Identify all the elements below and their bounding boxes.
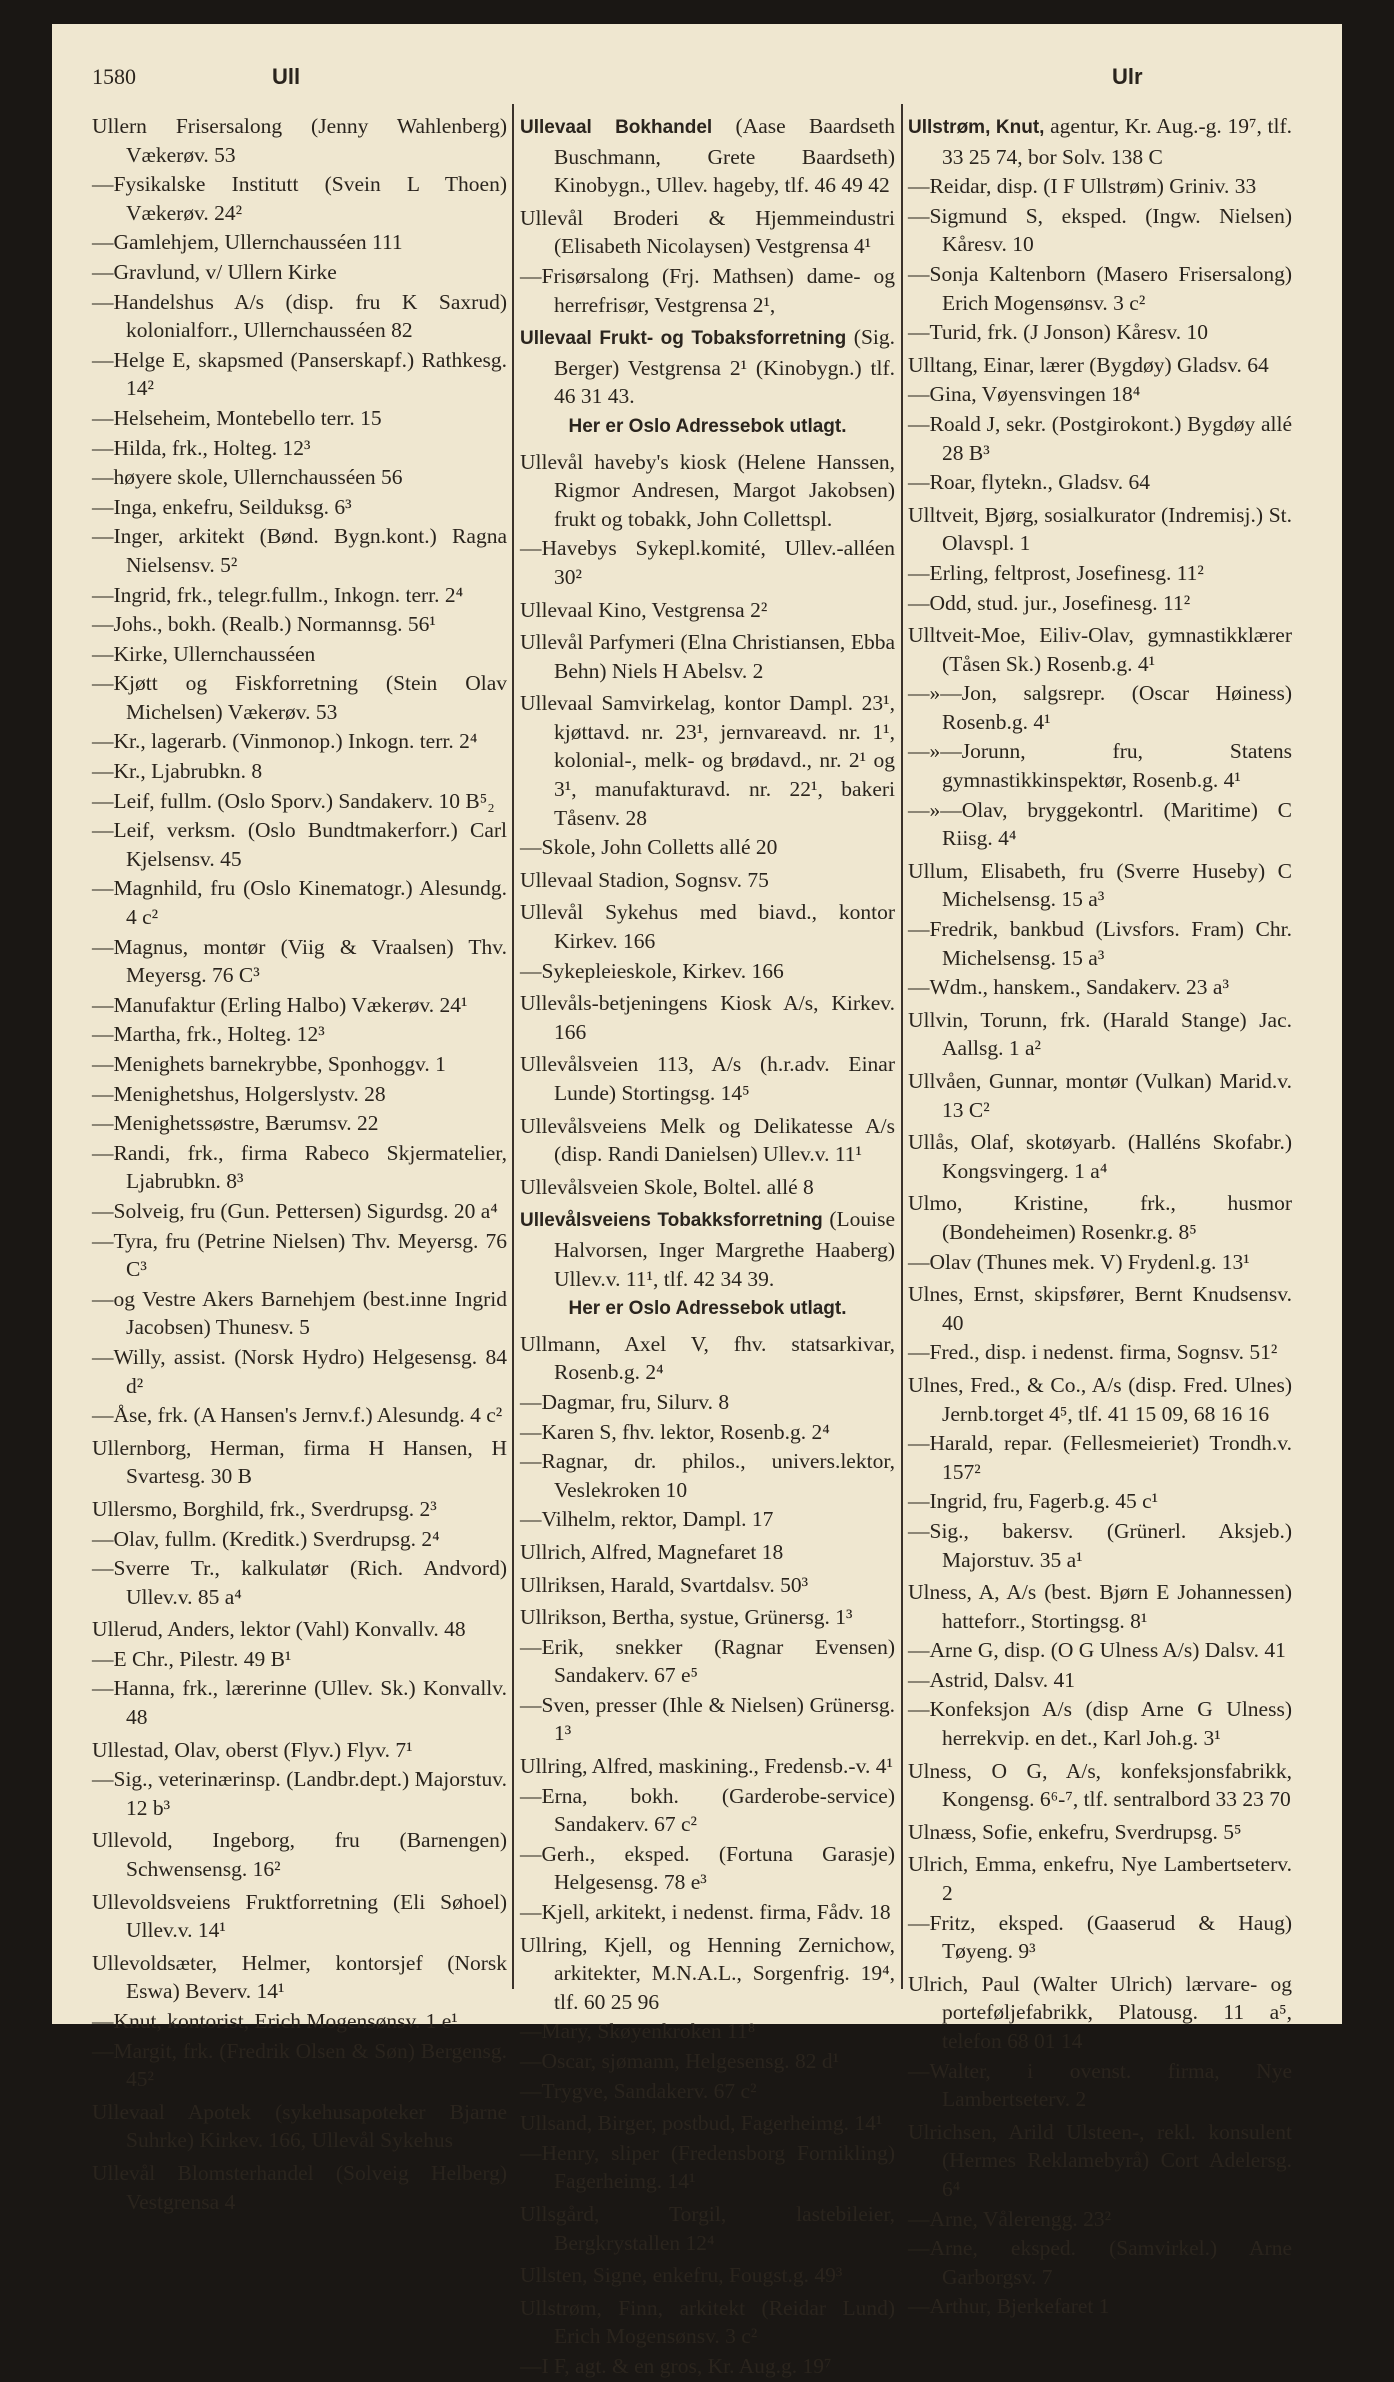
- column-divider: [901, 104, 903, 1989]
- directory-entry: —Astrid, Dalsv. 41: [908, 1667, 1076, 1692]
- directory-entry-bold: [520, 112, 895, 200]
- directory-entry: Ulltang, Einar, lærer (Bygdøy) Gladsv. 64: [908, 352, 1269, 377]
- directory-entry: —Manufaktur (Erling Halbo) Vækerøv. 24¹: [92, 992, 468, 1017]
- directory-entry: —Arne, Vålerengg. 23²: [908, 2206, 1112, 2231]
- directory-entry: —Sigmund S, eksped. (Ingw. Nielsen) Kåresv. 10: [908, 203, 1292, 257]
- directory-entry: —Sig., veterinærinsp. (Landbr.dept.) Majorstuv. 12 b³: [92, 1767, 507, 1820]
- directory-entry: Ullmann, Axel V, fhv. statsarkivar, Rosenb.g. 2⁴: [520, 1331, 895, 1385]
- directory-entry: Ulnes, Fred., & Co., A/s (disp. Fred. Ulnes) Jernb.torget 4⁵, tlf. 41 15 09, 68 16 16: [908, 1372, 1292, 1426]
- directory-entry: —høyere skole, Ullernchausséen 56: [92, 465, 403, 490]
- directory-entry: Ullevoldsæter, Helmer, kontorsjef (Norsk Eswa) Beverv. 14¹: [92, 1950, 507, 2004]
- directory-entry: Ullestad, Olav, oberst (Flyv.) Flyv. 7¹: [92, 1737, 413, 1762]
- directory-entry: —Kjell, arkitekt, i nedenst. firma, Fådv. 18: [520, 1900, 891, 1925]
- directory-entry: —Erling, feltprost, Josefinesg. 11²: [908, 560, 1204, 585]
- directory-entry: —Fred., disp. i nedenst. firma, Sognsv. 51²: [908, 1340, 1278, 1365]
- directory-entry: —Sverre Tr., kalkulatør (Rich. Andvord) Ullev.v. 85 a⁴: [92, 1556, 507, 1609]
- directory-entry: —Havebys Sykepl.komité, Ullev.-alléen 30²: [520, 536, 895, 589]
- directory-entry: Ulnæss, Sofie, enkefru, Sverdrupsg. 5⁵: [908, 1819, 1242, 1844]
- directory-entry: —Kr., Ljabrubkn. 8: [92, 759, 263, 784]
- directory-entry: Ullevål Blomsterhandel (Solveig Helberg) Vestgrensa 4: [92, 2160, 507, 2214]
- directory-entry: —Magnhild, fru (Oslo Kinematogr.) Alesundg. 4 c²: [92, 876, 507, 930]
- directory-entry: —Ingrid, frk., telegr.fullm., Inkogn. terr. 2⁴: [92, 582, 464, 607]
- advert-note: Her er Oslo Adressebok utlagt.: [568, 415, 847, 437]
- advert-note: Her er Oslo Adressebok utlagt.: [568, 1298, 847, 1320]
- directory-entry: —Gerh., eksped. (Fortuna Garasje) Helgesensg. 78 e³: [520, 1841, 895, 1895]
- entry-text: (Sig. Berger) Vestgrensa 2¹ (Kinobygn.) tlf. 46 31 43.: [554, 325, 895, 409]
- directory-entry: —Trygve, Sandakerv. 67 c²: [520, 2078, 757, 2103]
- directory-entry: —Fredrik, bankbud (Livsfors. Fram) Chr. Michelsensg. 15 a³: [908, 917, 1292, 970]
- directory-entry: —Solveig, fru (Gun. Pettersen) Sigurdsg. 20 a⁴: [92, 1198, 498, 1223]
- directory-entry: —Frisørsalong (Frj. Mathsen) dame- og herrefrisør, Vestgrensa 2¹,: [520, 263, 895, 317]
- directory-entry: Ullevålsveiens Melk og Delikatesse A/s (disp. Randi Danielsen) Ullev.v. 11¹: [520, 1113, 895, 1167]
- directory-entry: Ullsten, Signe, enkefru, Fougst.g. 49³: [520, 2263, 843, 2288]
- directory-entry: Ulmo, Kristine, frk., husmor (Bondeheimen) Rosenkr.g. 8⁵: [908, 1191, 1292, 1244]
- column-divider: [512, 104, 514, 1989]
- directory-entry: —Mary, Skøyenkroken 11⁸: [520, 2019, 756, 2044]
- directory-entry: —Johs., bokh. (Realb.) Normannsg. 56¹: [92, 612, 436, 637]
- directory-entry: Ullvin, Torunn, frk. (Harald Stange) Jac. Aallsg. 1 a²: [908, 1007, 1292, 1061]
- directory-entry: Ullring, Alfred, maskining., Fredensb.-v. 4¹: [520, 1754, 893, 1779]
- directory-entry: —Turid, frk. (J Jonson) Kåresv. 10: [908, 320, 1208, 345]
- directory-entry: —Odd, stud. jur., Josefinesg. 11²: [908, 590, 1191, 615]
- directory-entry: Ullsgård, Torgil, lastebileier, Bergkrystallen 12⁴: [520, 2201, 895, 2255]
- directory-entry: —Erik, snekker (Ragnar Evensen) Sandakerv. 67 e⁵: [520, 1634, 895, 1688]
- directory-entry: Ullring, Kjell, og Henning Zernichow, arkitekter, M.N.A.L., Sorgenfrig. 19⁴, tlf. 60 25 96: [520, 1932, 895, 2014]
- directory-entry: Ullrikson, Bertha, systue, Grünersg. 1³: [520, 1605, 853, 1630]
- directory-entry: —Kirke, Ullernchausséen: [92, 641, 316, 666]
- directory-entry: —Martha, frk., Holteg. 12³: [92, 1022, 325, 1047]
- directory-entry: Ullevaal Stadion, Sognsv. 75: [520, 867, 769, 892]
- directory-entry: —Skole, John Colletts allé 20: [520, 835, 778, 860]
- directory-entry: Ullevål Sykehus med biavd., kontor Kirkev. 166: [520, 900, 895, 954]
- directory-entry-bold: [520, 323, 895, 411]
- directory-entry: —Helseheim, Montebello terr. 15: [92, 405, 382, 430]
- directory-entry: —Menighets barnekrybbe, Sponhoggv. 1: [92, 1052, 446, 1076]
- directory-entry: —Kjøtt og Fiskforretning (Stein Olav Michelsen) Vækerøv. 53: [92, 671, 507, 724]
- entry-text: agentur, Kr. Aug.-g. 19⁷, tlf. 33 25 74, bor Solv. 138 C: [942, 114, 1292, 169]
- directory-entry: Ullevaal Kino, Vestgrensa 2²: [520, 597, 768, 622]
- directory-entry: Ullevåls-betjeningens Kiosk A/s, Kirkev. 166: [520, 991, 895, 1044]
- directory-entry: Ullevål haveby's kiosk (Helene Hanssen, Rigmor Andresen, Margot Jakobsen) frukt og tobakk, John Collettspl.: [520, 449, 895, 531]
- directory-entry: —og Vestre Akers Barnehjem (best.inne Ingrid Jacobsen) Thunesv. 5: [92, 1286, 507, 1340]
- directory-entry: —Arthur, Bjerkefaret 1: [908, 2294, 1110, 2319]
- directory-entry: —Fysikalske Institutt (Svein L Thoen) Vækerøv. 24²: [92, 172, 507, 225]
- directory-entry: —Oscar, sjømann, Helgesensg. 82 d¹: [520, 2049, 840, 2073]
- directory-entry: —Inger, arkitekt (Bønd. Bygn.kont.) Ragna Nielsensv. 5²: [92, 524, 507, 577]
- entry-bold-name: Ullstrøm, Knut,: [908, 117, 1045, 138]
- directory-entry: —Erna, bokh. (Garderobe-service) Sandakerv. 67 c²: [520, 1783, 895, 1837]
- directory-entry: —Harald, repar. (Fellesmeieriet) Trondh.v. 157²: [908, 1431, 1292, 1484]
- directory-entry: Ullriksen, Harald, Svartdalsv. 50³: [520, 1572, 809, 1597]
- column-3: [908, 108, 1292, 2322]
- left-guide-word: Ull: [272, 64, 301, 89]
- directory-entry: Ullevålsveien 113, A/s (h.r.adv. Einar Lunde) Stortingsg. 14⁵: [520, 1052, 895, 1105]
- directory-entry: —Leif, fullm. (Oslo Sporv.) Sandakerv. 10 B⁵₂: [92, 788, 495, 813]
- directory-entry: Ullerud, Anders, lektor (Vahl) Konvallv. 48: [92, 1617, 466, 1642]
- directory-entry: Ullevold, Ingeborg, fru (Barnengen) Schwensensg. 16²: [92, 1828, 507, 1882]
- directory-entry-bold: [908, 112, 1292, 171]
- directory-entry: —Gina, Vøyensvingen 18⁴: [908, 382, 1141, 407]
- directory-entry: Ullstrøm, Finn, arkitekt (Reidar Lund) Erich Mogensønsv. 3 c²: [520, 2295, 895, 2349]
- directory-entry: —Gamlehjem, Ullernchausséen 111: [92, 230, 403, 255]
- right-guide-word: Ulr: [1112, 64, 1143, 89]
- directory-entry: —Tyra, fru (Petrine Nielsen) Thv. Meyersg. 76 C³: [92, 1228, 507, 1282]
- directory-entry: —Knut, kontorist, Erich Mogensønsv. 1 e¹: [92, 2009, 458, 2033]
- directory-entry: —Arne G, disp. (O G Ulness A/s) Dalsv. 41: [908, 1638, 1286, 1663]
- directory-entry: —Helge E, skapsmed (Panserskapf.) Rathkesg. 14²: [92, 347, 507, 401]
- directory-entry: Ullevoldsveiens Fruktforretning (Eli Søhoel) Ullev.v. 14¹: [92, 1889, 507, 1943]
- entry-bold-name: Ullevaal Bokhandel: [520, 117, 713, 138]
- entry-bold-name: Ullevålsveiens Tobakksforretning: [520, 1210, 823, 1232]
- directory-entry-bold: [520, 1205, 895, 1293]
- directory-entry: —Arne, eksped. (Samvirkel.) Arne Garborgsv. 7: [908, 2236, 1292, 2289]
- directory-entry: Ullrich, Alfred, Magnefaret 18: [520, 1539, 784, 1564]
- directory-entry: —»—Jorunn, fru, Statens gymnastikkinspektør, Rosenb.g. 4¹: [908, 739, 1292, 793]
- directory-entry: —Gravlund, v/ Ullern Kirke: [92, 259, 337, 284]
- directory-entry: —Leif, verksm. (Oslo Bundtmakerforr.) Carl Kjelsensv. 45: [92, 818, 507, 871]
- directory-entry: —Kr., lagerarb. (Vinmonop.) Inkogn. terr. 2⁴: [92, 729, 478, 754]
- directory-entry: —Sykepleieskole, Kirkev. 166: [520, 958, 784, 983]
- directory-entry: —Dagmar, fru, Silurv. 8: [520, 1389, 730, 1414]
- directory-entry: Ullevål Broderi & Hjemmeindustri (Elisabeth Nicolaysen) Vestgrensa 4¹: [520, 205, 895, 259]
- directory-entry: Ullevaal Samvirkelag, kontor Dampl. 23¹, kjøttavd. nr. 23¹, jernvareavd. nr. 1¹, kolonial-, melk- og brødavd., nr. 2¹ og 3¹, manufakturavd. nr. 22¹, bakeri Tåsenv. 28: [520, 691, 895, 830]
- directory-entry: —Willy, assist. (Norsk Hydro) Helgesensg. 84 d²: [92, 1344, 507, 1398]
- directory-entry: —Margit, frk. (Fredrik Olsen & Søn) Bergensg. 45²: [92, 2038, 507, 2092]
- directory-entry: —Hanna, frk., lærerinne (Ullev. Sk.) Konvallv. 48: [92, 1676, 507, 1730]
- directory-entry: Ullernborg, Herman, firma H Hansen, H Svartesg. 30 B: [92, 1435, 507, 1489]
- directory-entry: —Roar, flytekn., Gladsv. 64: [908, 470, 1150, 495]
- directory-entry: Ullevaal Apotek (sykehusapoteker Bjarne Suhrke) Kirkev. 166, Ullevål Sykehus: [92, 2099, 507, 2153]
- directory-entry: Ulltveit, Bjørg, sosialkurator (Indremisj.) St. Olavspl. 1: [908, 502, 1292, 556]
- directory-entry: —Menighetshus, Holgerslystv. 28: [92, 1081, 386, 1106]
- directory-entry: —Sig., bakersv. (Grünerl. Aksjeb.) Majorstuv. 35 a¹: [908, 1518, 1292, 1572]
- page-number: 1580: [92, 64, 136, 89]
- directory-entry: —»—Olav, bryggekontrl. (Maritime) C Riisg. 4⁴: [908, 797, 1292, 851]
- directory-entry: —Handelshus A/s (disp. fru K Saxrud) kolonialforr., Ullernchausséen 82: [92, 289, 507, 343]
- directory-entry: —Fritz, eksped. (Gaaserud & Haug) Tøyeng. 9³: [908, 1910, 1292, 1964]
- directory-entry: —Karen S, fhv. lektor, Rosenb.g. 2⁴: [520, 1419, 830, 1444]
- directory-entry: —E Chr., Pilestr. 49 B¹: [92, 1646, 292, 1671]
- directory-entry: Ullsand, Birger, postbud, Fagerheimg. 14¹: [520, 2111, 883, 2136]
- entry-text: (Louise Halvorsen, Inger Margrethe Haaberg) Ullev.v. 11¹, tlf. 42 34 39.: [554, 1207, 895, 1291]
- entry-text: (Aase Baardseth Buschmann, Grete Baardseth) Kinobygn., Ullev. hageby, tlf. 46 49 42: [554, 114, 895, 198]
- directory-entry: —Ragnar, dr. philos., univers.lektor, Veslekroken 10: [520, 1449, 895, 1502]
- directory-entry: —Vilhelm, rektor, Dampl. 17: [520, 1507, 774, 1532]
- directory-entry: Ullersmo, Borghild, frk., Sverdrupsg. 2³: [92, 1496, 437, 1521]
- directory-entry: Ulltveit-Moe, Eiliv-Olav, gymnastikklærer (Tåsen Sk.) Rosenb.g. 4¹: [908, 623, 1292, 676]
- directory-entry: —Olav, fullm. (Kreditk.) Sverdrupsg. 2⁴: [92, 1526, 440, 1551]
- directory-entry: —Sonja Kaltenborn (Masero Frisersalong) Erich Mogensønsv. 3 c²: [908, 261, 1292, 315]
- directory-entry: Ullevål Parfymeri (Elna Christiansen, Ebba Behn) Niels H Abelsv. 2: [520, 630, 895, 683]
- entry-bold-name: Ullevaal Frukt- og Tobaksforretning: [520, 328, 847, 350]
- directory-entry: —Sven, presser (Ihle & Nielsen) Grünersg. 1³: [520, 1692, 895, 1746]
- directory-entry: —Wdm., hanskem., Sandakerv. 23 a³: [908, 975, 1229, 1000]
- directory-entry: Ulness, O G, A/s, konfeksjonsfabrikk, Kongensg. 6⁶-⁷, tlf. sentralbord 33 23 70: [908, 1758, 1292, 1812]
- directory-entry: —Henry, sliper (Fredensborg Fornikling) Fagerheimg. 14¹: [520, 2140, 895, 2194]
- directory-entry: —Inga, enkefru, Seilduksg. 6³: [92, 494, 352, 519]
- directory-entry: Ulness, A, A/s (best. Bjørn E Johannessen) hatteforr., Stortingsg. 8¹: [908, 1580, 1292, 1633]
- directory-entry: —Hilda, frk., Holteg. 12³: [92, 435, 311, 460]
- directory-entry: —Magnus, montør (Viig & Vraalsen) Thv. Meyersg. 76 C³: [92, 934, 507, 988]
- column-2: [520, 108, 895, 2382]
- directory-entry: —Menighetssøstre, Bærumsv. 22: [92, 1111, 379, 1136]
- directory-entry: —Ingrid, fru, Fagerb.g. 45 c¹: [908, 1489, 1159, 1514]
- directory-entry: Ulrich, Paul (Walter Ulrich) lærvare- og porteføljefabrikk, Platousg. 11 a⁵, telefon 68 01 14: [908, 1971, 1292, 2053]
- directory-entry: —Olav (Thunes mek. V) Frydenl.g. 13¹: [908, 1249, 1250, 1274]
- directory-entry: —I F, agt. & en gros, Kr. Aug.g. 19⁷: [520, 2353, 832, 2378]
- directory-entry: —Åse, frk. (A Hansen's Jernv.f.) Alesundg. 4 c²: [92, 1403, 503, 1428]
- directory-entry: —Randi, frk., firma Rabeco Skjermatelier, Ljabrubkn. 8³: [92, 1140, 507, 1194]
- directory-page: [52, 24, 1342, 2378]
- directory-entry: Ullås, Olaf, skotøyarb. (Halléns Skofabr.) Kongsvingerg. 1 a⁴: [908, 1130, 1292, 1183]
- column-1: [92, 108, 507, 2217]
- directory-entry: Ulnes, Ernst, skipsfører, Bernt Knudsensv. 40: [908, 1282, 1292, 1335]
- directory-entry: Ullvåen, Gunnar, montør (Vulkan) Marid.v. 13 C²: [908, 1069, 1292, 1122]
- directory-entry: Ullevålsveien Skole, Boltel. allé 8: [520, 1174, 814, 1199]
- directory-entry: —Roald J, sekr. (Postgirokont.) Bygdøy allé 28 B³: [908, 411, 1292, 465]
- directory-entry: —»—Jon, salgsrepr. (Oscar Høiness) Rosenb.g. 4¹: [908, 681, 1292, 734]
- directory-entry: —Konfeksjon A/s (disp Arne G Ulness) herrekvip. en det., Karl Joh.g. 3¹: [908, 1697, 1292, 1751]
- directory-entry: Ulrichsen, Arild Ulsteen-, rekl. konsulent (Hermes Reklamebyrå) Cort Adelersg. 6⁴: [908, 2119, 1292, 2201]
- directory-entry: Ulrich, Emma, enkefru, Nye Lambertseterv. 2: [908, 1852, 1292, 1906]
- directory-entry: —Reidar, disp. (I F Ullstrøm) Griniv. 33: [908, 174, 1257, 199]
- directory-entry: Ullern Frisersalong (Jenny Wahlenberg) Vækerøv. 53: [92, 114, 507, 167]
- directory-entry: Ullum, Elisabeth, fru (Sverre Huseby) C Michelsensg. 15 a³: [908, 858, 1292, 912]
- directory-entry: —Walter, i ovenst. firma, Nye Lambertseterv. 2: [908, 2058, 1292, 2112]
